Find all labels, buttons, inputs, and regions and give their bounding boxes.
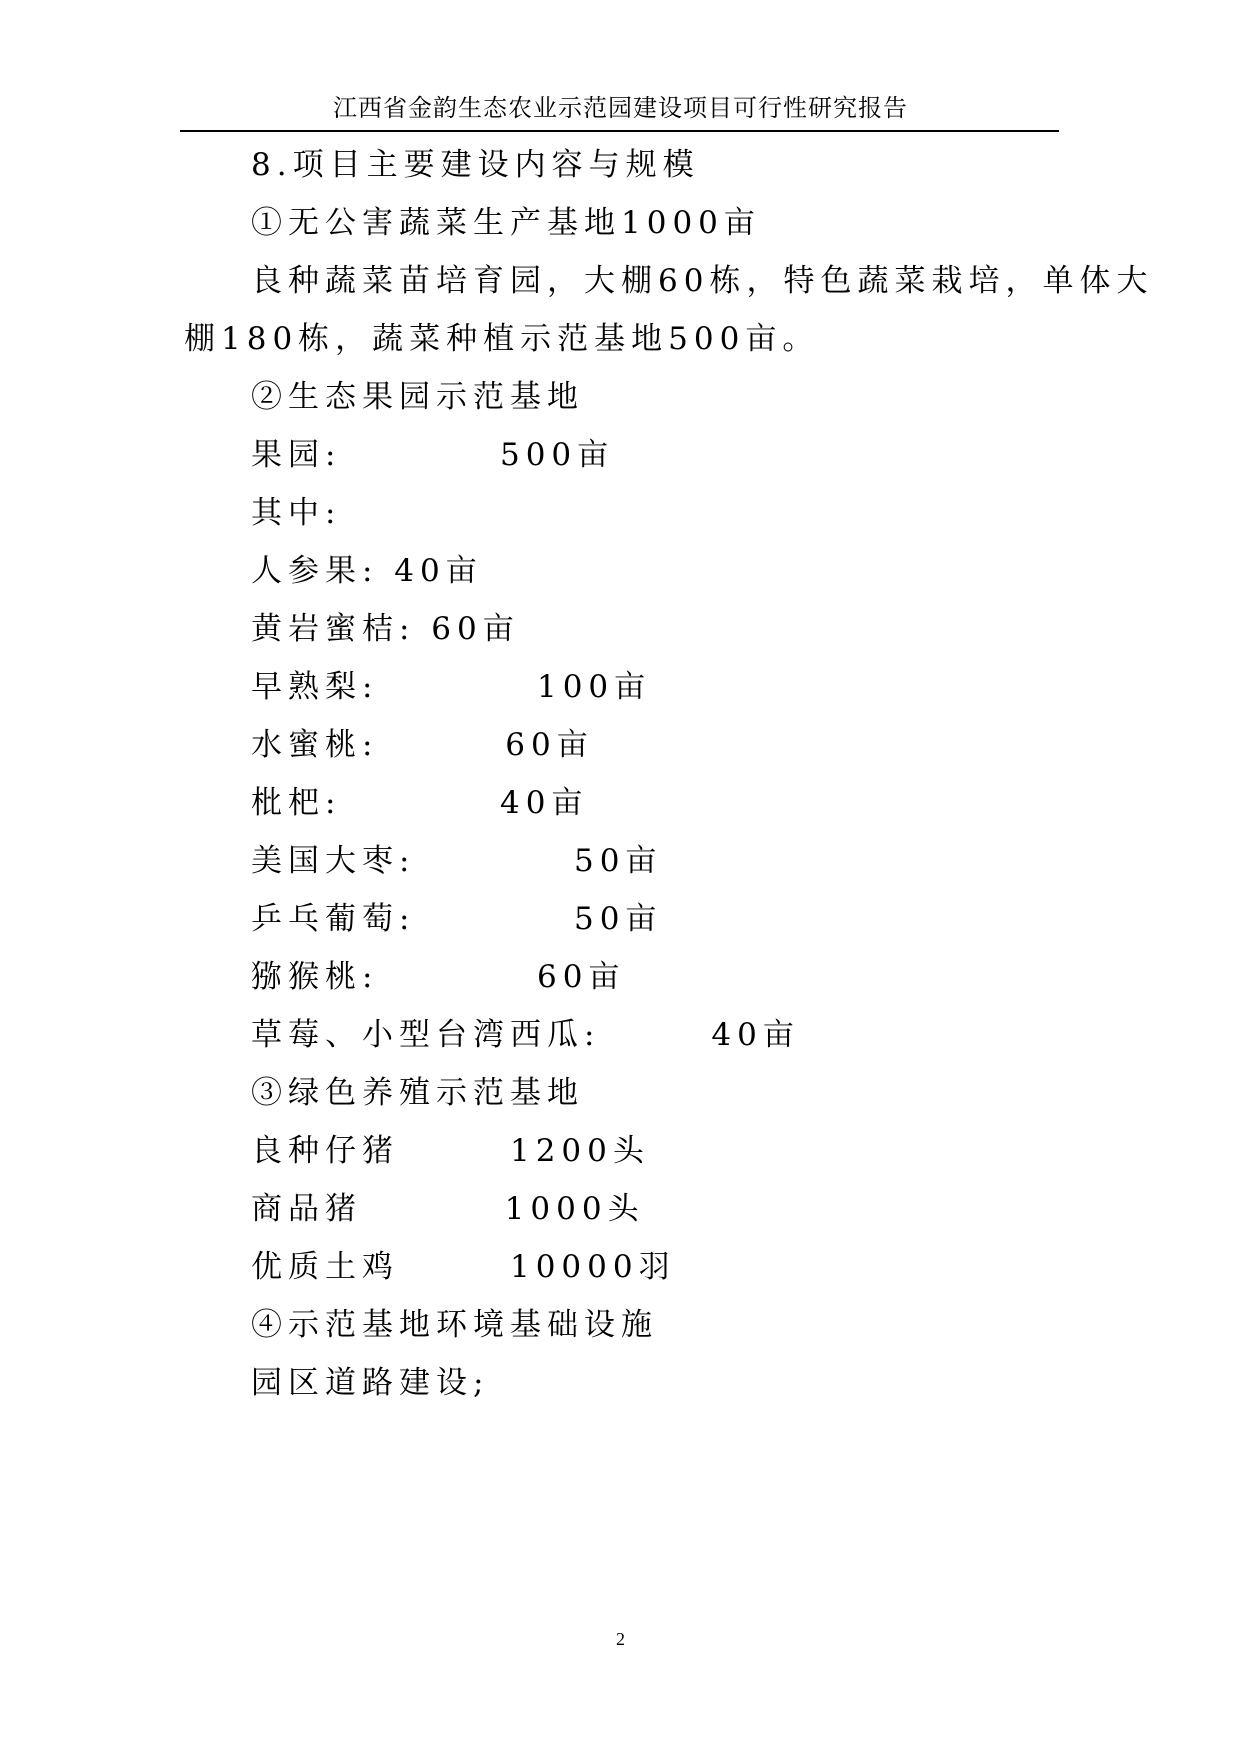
item2-heading: ②生态果园示范基地 [251,379,584,415]
livestock-item: 优质土鸡 10000羽 [251,1249,676,1285]
item1-description-line-1: 良种蔬菜苗培育园，大棚60栋，特色蔬菜栽培，单体大 [251,263,1154,299]
infrastructure-item: 园区道路建设; [251,1365,490,1401]
livestock-item: 良种仔猪 1200头 [251,1133,650,1169]
fruit-item: 枇杷: 40亩 [251,785,589,821]
fruit-item: 乒乓葡萄: 50亩 [251,901,663,937]
among-label: 其中: [251,495,342,531]
item3-heading: ③绿色养殖示范基地 [251,1075,584,1111]
header-rule [180,130,1059,132]
fruit-item: 美国大枣: 50亩 [251,843,663,879]
fruit-item: 黄岩蜜桔: 60亩 [251,611,520,647]
page-number: 2 [616,1629,625,1649]
section-heading: 8.项目主要建设内容与规模 [251,147,700,183]
fruit-item: 猕猴桃: 60亩 [251,959,626,995]
orchard-total: 果园: 500亩 [251,437,615,473]
livestock-item: 商品猪 1000头 [251,1191,645,1227]
item4-heading: ④示范基地环境基础设施 [251,1307,658,1343]
fruit-item: 早熟梨: 100亩 [251,669,652,705]
fruit-item: 草莓、小型台湾西瓜: 40亩 [251,1017,800,1053]
fruit-item: 人参果: 40亩 [251,553,483,589]
item1-heading: ①无公害蔬菜生产基地1000亩 [251,205,761,241]
fruit-item: 水蜜桃: 60亩 [251,727,594,763]
running-header-title: 江西省金韵生态农业示范园建设项目可行性研究报告 [333,94,908,122]
item1-description-line-2: 棚180栋，蔬菜种植示范基地500亩。 [184,321,820,357]
